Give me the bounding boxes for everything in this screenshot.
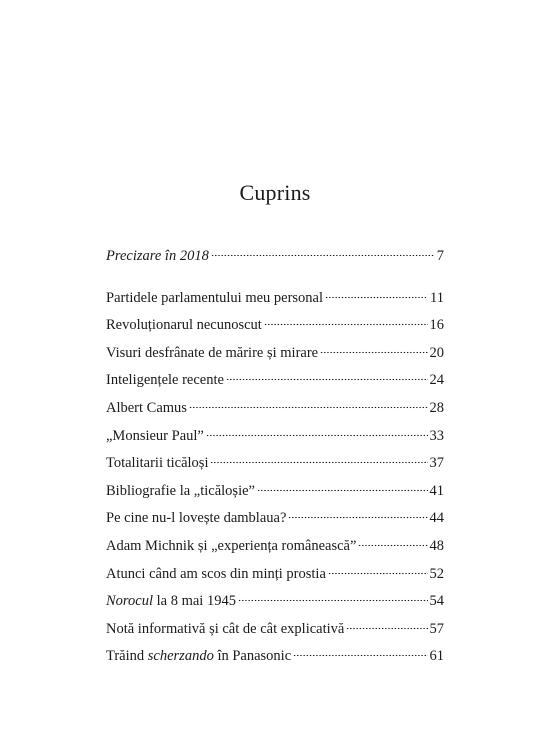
- toc-entry-page-number: 16: [429, 317, 444, 334]
- toc-entry-title: [106, 648, 291, 665]
- toc-entry-title: [106, 345, 318, 362]
- toc-entry-title-text: Albert Camus: [106, 399, 187, 416]
- toc-entry-title-text: Trăind: [106, 648, 148, 665]
- toc-entry-page-number: 44: [429, 510, 444, 527]
- toc-entry-title-italic: scherzando: [147, 648, 214, 665]
- toc-entry-page-number: 7: [436, 248, 444, 264]
- toc-entry: [106, 538, 444, 566]
- page-title: Cuprins: [239, 180, 311, 205]
- toc-entry-title-text: Pe cine nu-l lovește damblaua?: [106, 510, 287, 527]
- toc-entry-page-number: 28: [429, 399, 444, 416]
- toc-entry-page-number: 52: [429, 565, 444, 582]
- toc-entry-title: [106, 428, 204, 445]
- toc-entry: [106, 483, 444, 511]
- dot-leader: [320, 346, 427, 354]
- toc-entry-page-number: 33: [429, 427, 444, 444]
- dot-leader: [189, 401, 428, 409]
- toc-entry: [106, 400, 444, 428]
- toc-entry-title-text: Partidele parlamentului meu personal: [106, 289, 324, 306]
- toc-entry-title-text: Adam Michnik și „experiența românească”: [106, 537, 357, 554]
- toc-entry-title-italic: Norocul: [106, 593, 153, 610]
- toc-entry-page-number: 61: [429, 648, 444, 665]
- toc-entry-title-text: „Monsieur Paul”: [106, 427, 204, 444]
- dot-leader: [257, 484, 428, 492]
- toc-entry-page-number: 11: [430, 289, 444, 306]
- toc-entry: [106, 621, 444, 649]
- toc-entry: [106, 290, 444, 318]
- toc-entry-title: [106, 538, 356, 555]
- toc-entry-page-number: 37: [429, 455, 444, 472]
- toc-entry-page-number: 41: [429, 482, 444, 499]
- toc-entry-title-text: Totalitarii ticăloși: [106, 455, 209, 472]
- toc-entry-title: [106, 621, 344, 638]
- toc-entry-title-italic: Precizare în 2018: [106, 248, 209, 264]
- toc-entry: [106, 455, 444, 483]
- dot-leader: [325, 291, 428, 299]
- toc-entry-title-text: Notă informativă și cât de cât explicativă: [106, 620, 345, 637]
- toc-entry-page-number: 54: [429, 593, 444, 610]
- toc-entry-title-text: Visuri desfrânate de mărire și mirare: [106, 344, 319, 361]
- toc-entry-page-number: 20: [429, 344, 444, 361]
- dot-leader: [288, 511, 427, 519]
- toc-entry-title: [106, 400, 187, 417]
- dot-leader: [210, 456, 427, 464]
- dot-leader: [328, 567, 428, 575]
- toc-entry-title-text: Atunci când am scos din minți prostia: [106, 565, 326, 582]
- toc-entry: [106, 428, 444, 456]
- toc-entry-title: [106, 483, 255, 500]
- dot-leader: [264, 318, 428, 326]
- table-of-contents: [106, 248, 444, 676]
- toc-entry: [106, 372, 444, 400]
- toc-entry-page-number: 24: [429, 372, 444, 389]
- dot-leader: [206, 429, 428, 437]
- toc-entry-title: [106, 248, 209, 265]
- dot-leader: [226, 373, 428, 381]
- toc-entry-title-text: în Panasonic: [213, 648, 292, 665]
- toc-entry: [106, 648, 444, 676]
- toc-entry-title: [106, 455, 208, 472]
- toc-entry-title: [106, 290, 323, 307]
- toc-entry-page-number: 57: [429, 620, 444, 637]
- dot-leader: [346, 622, 427, 630]
- toc-entry-title-text: la 8 mai 1945: [153, 593, 236, 610]
- toc-entry: [106, 317, 444, 345]
- dot-leader: [293, 649, 427, 657]
- toc-entry: [106, 510, 444, 538]
- toc-entry-title: [106, 566, 326, 583]
- toc-entry-title: [106, 510, 286, 527]
- toc-entry: [106, 566, 444, 594]
- toc-entry: [106, 345, 444, 373]
- toc-entry-title-text: Bibliografie la „ticăloșie”: [106, 482, 255, 499]
- dot-leader: [238, 594, 428, 602]
- toc-entry-title: [106, 593, 236, 610]
- toc-entry-title: [106, 317, 262, 334]
- toc-entry-title: [106, 372, 224, 389]
- dot-leader: [211, 249, 435, 257]
- dot-leader: [358, 539, 427, 547]
- toc-entry: [106, 593, 444, 621]
- toc-entry-page-number: 48: [429, 537, 444, 554]
- toc-entry-title-text: Inteligențele recente: [106, 372, 224, 389]
- toc-entry: [106, 248, 444, 276]
- toc-entry-title-text: Revoluționarul necunoscut: [106, 317, 262, 334]
